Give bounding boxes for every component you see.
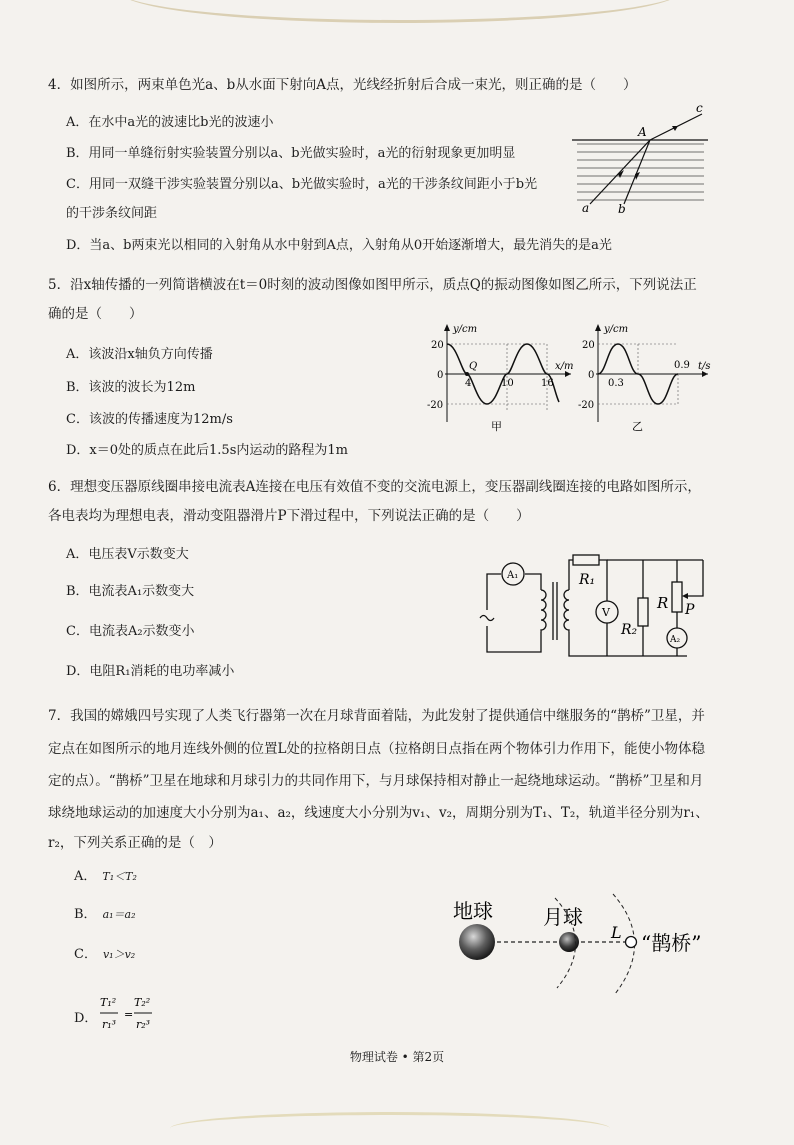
ray-b: [624, 140, 650, 204]
primary-wire-top: [487, 574, 501, 610]
earth-ball: [459, 924, 495, 960]
q7-option-d: [74, 1010, 97, 1028]
q6-option-d: D．电阻R₁消耗的电功率减小: [66, 664, 235, 679]
yi-ylabel: y/cm: [604, 324, 629, 335]
q4-option-c: C．用同一双缝干涉实验装置分别以a、b光做实验时，a光的干涉条纹间距小于b光: [66, 177, 538, 192]
jia-x3: 16: [541, 378, 554, 389]
q7-option-c-formula: v₁＞v₂: [102, 948, 136, 961]
jia-ylabel: y/cm: [453, 324, 478, 335]
label-b: b: [618, 202, 626, 215]
q4-refraction-figure: [572, 100, 712, 215]
resistor-r1: [573, 555, 599, 565]
yi-y-top: 20: [582, 340, 595, 351]
moon-ball: [559, 932, 579, 952]
q6-option-b: B．电流表A₁示数变大: [66, 584, 195, 599]
jia-y-zero: 0: [437, 370, 444, 381]
svg-text:=: =: [124, 1008, 134, 1021]
q7-option-a-letter: A．: [74, 869, 97, 884]
q7-option-d-formula: [96, 994, 156, 1036]
q4-option-c-cont: 的干涉条纹间距: [66, 206, 158, 221]
slider-arrow: [682, 593, 688, 599]
label-queqiao: “鹊桥”: [641, 931, 702, 955]
q5-stem: 5．沿x轴传播的一列简谐横波在t＝0时刻的波动图像如图甲所示，质点Q的振动图像如图乙所示，下列说法正: [48, 277, 697, 293]
q7-option-b-letter: B．: [74, 907, 97, 922]
q6-stem: 6．理想变压器原线圈串接电流表A连接在电压有效值不变的交流电源上，变压器副线圈连接的电路如图所示，: [48, 479, 701, 495]
q6-option-c: C．电流表A₂示数变小: [66, 624, 195, 639]
yi-caption: 乙: [632, 420, 643, 432]
jia-y-top: 20: [431, 340, 444, 351]
yi-xlabel: t/s: [698, 361, 711, 372]
label-moon: 月球: [543, 905, 583, 929]
q7-line-2: 定点在如图所示的地月连线外侧的位置L处的拉格朗日点（拉格朗日点指在两个物体引力作用下，能使小物体稳: [48, 741, 705, 757]
q4-option-b: B．用同一单缝衍射实验装置分别以a、b光做实验时，a光的衍射现象更加明显: [66, 146, 516, 161]
label-r2: R₂: [621, 622, 638, 638]
q4-option-a: A．在水中a光的波速比b光的波速小: [66, 115, 274, 130]
q7-orbit-figure: [445, 890, 735, 1000]
q7-option-b: [74, 906, 136, 924]
q5-option-b: B．该波的波长为12m: [66, 380, 196, 395]
q7-option-c: [74, 946, 135, 964]
q6-circuit-figure: [475, 552, 725, 667]
resistor-r2: [638, 598, 648, 626]
yi-y-zero: 0: [588, 370, 595, 381]
yi-t1: 0.3: [608, 378, 624, 389]
q6-stem-cont: 各电表均为理想电表，滑动变阻器滑片P下滑过程中，下列说法正确的是（ ）: [48, 508, 530, 524]
label-A: A: [638, 125, 647, 139]
ac-source-symbol: [480, 616, 494, 621]
q7-line-4: 球绕地球运动的加速度大小分别为a₁、a₂，线速度大小分别为v₁、v₂，周期分别为T₁、T₂，轨道半径分别为r₁、: [48, 805, 709, 821]
page-footer: 物理试卷 • 第2页: [349, 1050, 445, 1064]
q7-option-a-formula: T₁＜T₂: [102, 870, 137, 883]
label-v: V: [602, 606, 610, 619]
q5-wave-figure-jia: [425, 322, 575, 432]
jia-y-bot: -20: [427, 400, 444, 411]
page-edge-curve: [120, 0, 680, 23]
jia-xlabel: x/m: [555, 361, 574, 372]
yi-y-bot: -20: [578, 400, 595, 411]
label-r: R: [657, 594, 669, 612]
label-a2: A₂: [670, 635, 681, 645]
q5-option-d: D．x＝0处的质点在此后1.5s内运动的路程为1m: [66, 443, 348, 458]
label-r1: R₁: [579, 572, 596, 588]
svg-text:T₂²: T₂²: [134, 996, 151, 1009]
label-a1: A₁: [507, 570, 519, 581]
jia-x2: 10: [501, 378, 514, 389]
q4-option-d: D．当a、b两束光以相同的入射角从水中射到A点，入射角从0开始逐渐增大，最先消失的是a光: [66, 238, 612, 253]
label-l: L: [611, 923, 622, 942]
resistor-r: [672, 582, 682, 612]
yi-t2: 0.9: [674, 360, 690, 371]
q4-stem: 4．如图所示，两束单色光a、b从水面下射向A点，光线经折射后合成一束光，则正确的是（ ）: [48, 77, 637, 93]
q5-option-c: C．该波的传播速度为12m/s: [66, 412, 233, 427]
q7-option-a: [74, 868, 137, 886]
svg-text:r₂³: r₂³: [136, 1018, 151, 1031]
queqiao-satellite: [626, 937, 637, 948]
q7-option-d-letter: D．: [74, 1011, 98, 1026]
label-p: P: [685, 602, 695, 618]
q7-option-b-formula: a₁＝a₂: [102, 908, 136, 921]
jia-x1: 4: [465, 378, 472, 389]
q7-option-c-letter: C．: [74, 947, 97, 962]
q7-line-3: 定的点）。“鹊桥”卫星在地球和月球引力的共同作用下，与月球保持相对静止一起绕地球运动。“鹊桥”卫星和月: [48, 773, 704, 789]
q6-option-a: A．电压表V示数变大: [66, 547, 189, 562]
q5-option-a: A．该波沿x轴负方向传播: [66, 347, 213, 362]
q5-vibration-figure-yi: [578, 322, 718, 432]
jia-q-label: Q: [469, 361, 478, 372]
label-a: a: [582, 201, 590, 215]
q7-line-5: r₂，下列关系正确的是（ ）: [48, 835, 222, 851]
label-earth: 地球: [453, 899, 493, 923]
q5-stem-cont: 确的是（ ）: [48, 306, 143, 322]
page-edge-curve-bottom: [170, 1112, 610, 1145]
label-c: c: [696, 101, 703, 115]
ray-a: [590, 140, 650, 204]
svg-text:T₁²: T₁²: [100, 996, 117, 1009]
svg-text:r₁³: r₁³: [102, 1018, 117, 1031]
jia-caption: 甲: [491, 420, 502, 432]
q7-line-1: 7．我国的嫦娥四号实现了人类飞行器第一次在月球背面着陆，为此发射了提供通信中继服务的“鹊桥”卫星，并: [48, 708, 705, 724]
